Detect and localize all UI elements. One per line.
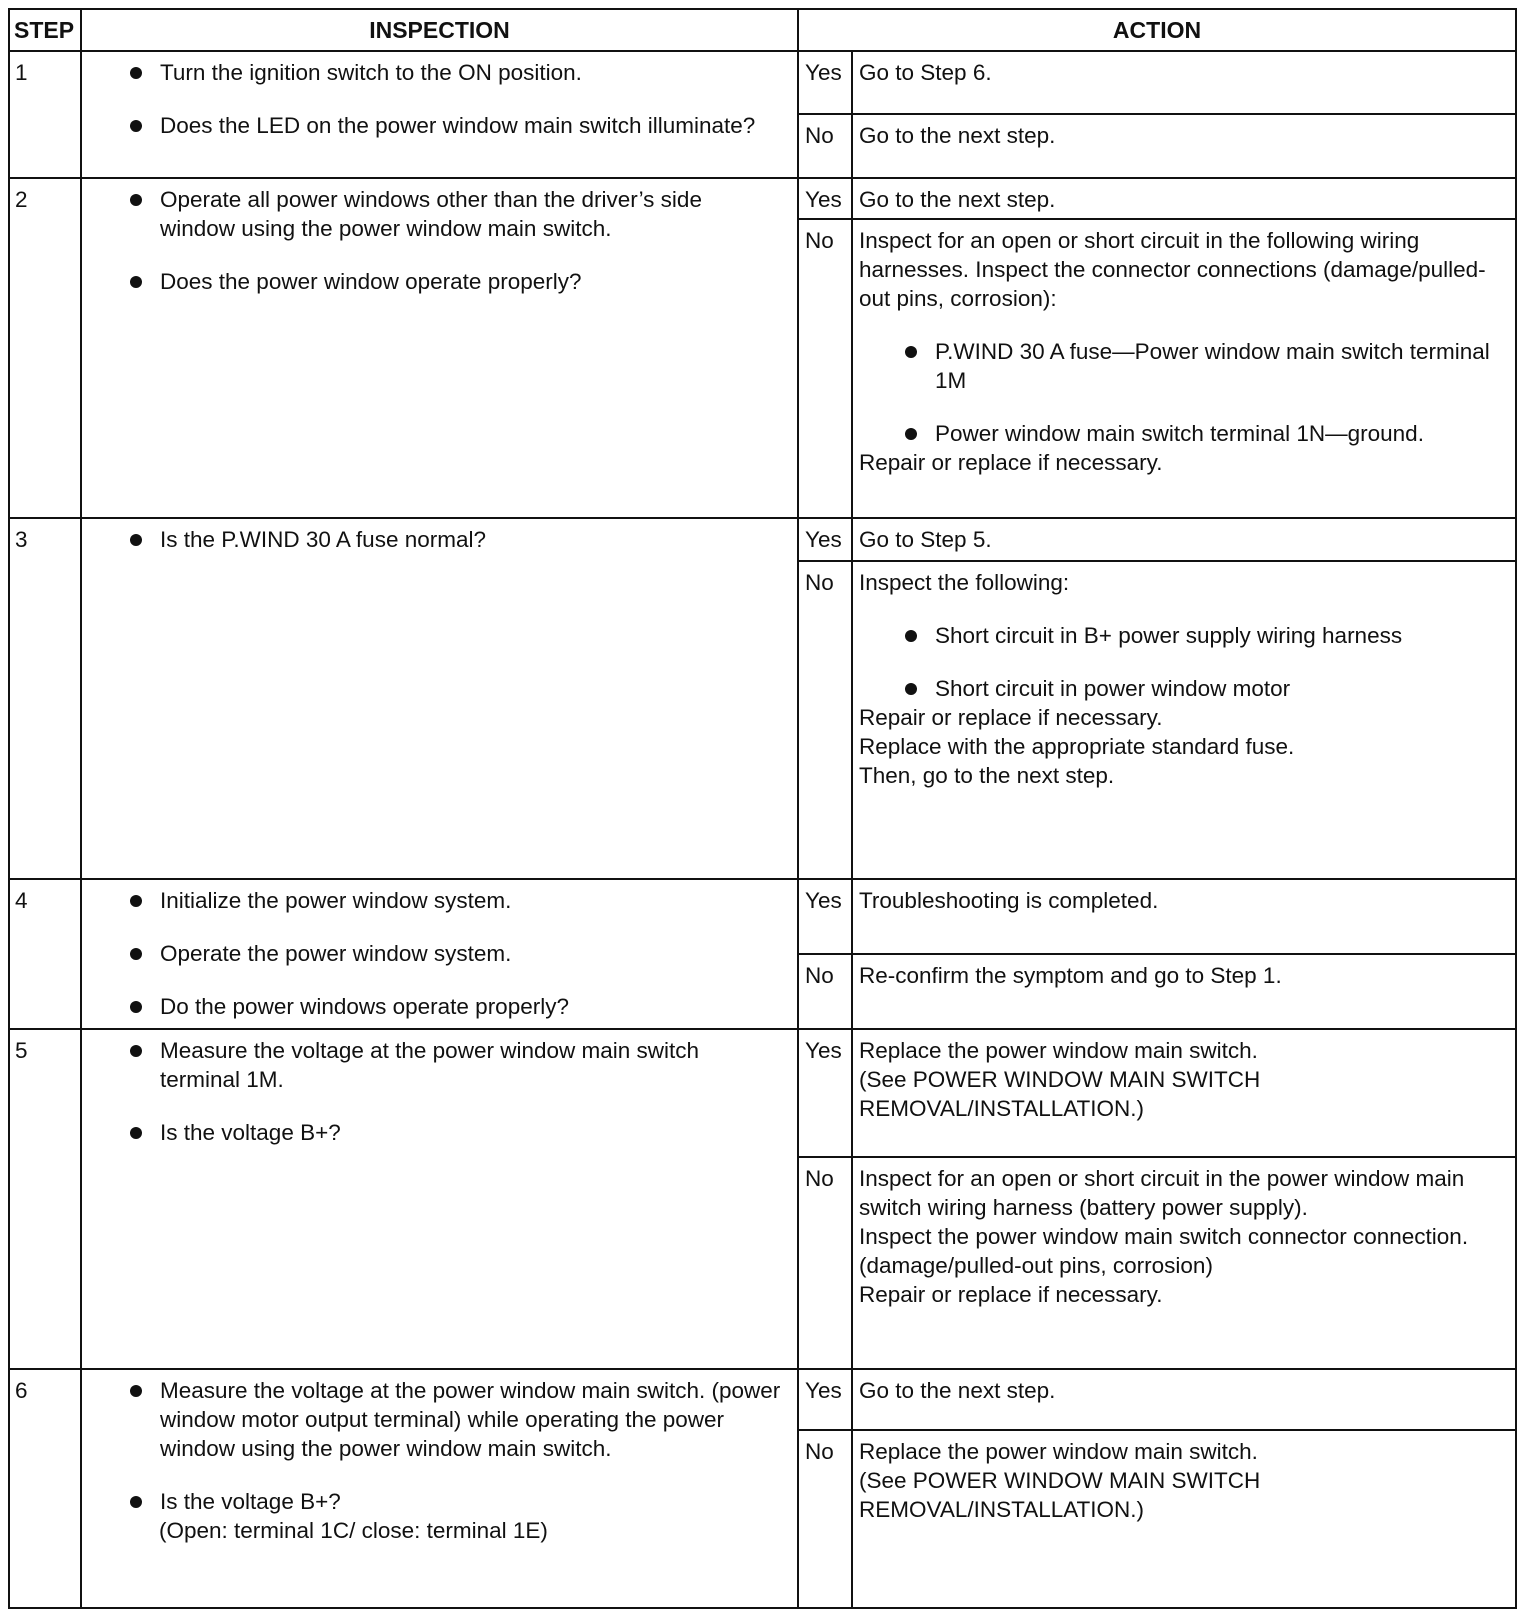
inspection-item: Does the LED on the power window main switch illuminate? <box>112 111 781 140</box>
step-row-5-yes <box>9 1029 1516 1157</box>
step-number: 5 <box>9 1029 81 1369</box>
action-column-header: ACTION <box>798 9 1516 51</box>
no-action <box>852 561 1516 879</box>
step-row-3-yes <box>9 518 1516 561</box>
no-action <box>852 1157 1516 1369</box>
step-column-header: STEP <box>9 9 81 51</box>
inspection-item: Is the P.WIND 30 A fuse normal? <box>112 525 781 554</box>
no-label: No <box>798 561 852 879</box>
inspection-cell <box>81 1029 798 1369</box>
inspection-item: Is the voltage B+? <box>112 1118 781 1147</box>
inspection-note: (Open: terminal 1C/ close: terminal 1E) <box>159 1518 548 1543</box>
inspection-item: Initialize the power window system. <box>112 886 781 915</box>
action-text: Go to the next step. <box>859 1378 1056 1403</box>
inspection-cell <box>81 1369 798 1608</box>
action-text: Replace the power window main switch. <box>859 1439 1258 1464</box>
action-sub-item: P.WIND 30 A fuse—Power window main switch terminal 1M <box>859 337 1507 395</box>
troubleshooting-table <box>8 8 1517 1609</box>
action-text: Repair or replace if necessary. <box>859 1282 1163 1307</box>
action-text: Then, go to the next step. <box>859 763 1115 788</box>
step-row-1-yes <box>9 51 1516 114</box>
yes-label: Yes <box>798 178 852 219</box>
yes-action <box>852 1029 1516 1157</box>
inspection-item: Does the power window operate properly? <box>112 267 781 296</box>
yes-label: Yes <box>798 1369 852 1430</box>
yes-action <box>852 879 1516 954</box>
action-sub-item: Short circuit in power window motor <box>859 674 1507 703</box>
inspection-cell <box>81 178 798 518</box>
yes-label: Yes <box>798 879 852 954</box>
no-action <box>852 219 1516 518</box>
yes-action <box>852 518 1516 561</box>
no-label: No <box>798 114 852 178</box>
inspection-cell <box>81 51 798 178</box>
inspection-item: Operate all power windows other than the driver’s side window using the power window main switch. <box>112 185 781 243</box>
yes-label: Yes <box>798 1029 852 1157</box>
action-text: Troubleshooting is completed. <box>859 888 1159 913</box>
step-number: 2 <box>9 178 81 518</box>
inspection-item: Do the power windows operate properly? <box>112 992 781 1021</box>
no-label: No <box>798 1430 852 1608</box>
no-label: No <box>798 1157 852 1369</box>
step-number: 4 <box>9 879 81 1029</box>
inspection-item: Turn the ignition switch to the ON position. <box>112 58 781 87</box>
no-label: No <box>798 954 852 1029</box>
action-text: Replace with the appropriate standard fuse. <box>859 734 1295 759</box>
action-text: Inspect for an open or short circuit in the following wiring harnesses. Inspect the connector connections (damage/pulled-out pins, corrosion): <box>859 228 1486 311</box>
step-number: 6 <box>9 1369 81 1608</box>
action-text: Go to Step 6. <box>859 60 992 85</box>
header-row <box>9 9 1516 51</box>
step-row-6-yes <box>9 1369 1516 1430</box>
inspection-cell <box>81 879 798 1029</box>
no-action <box>852 954 1516 1029</box>
step-number: 3 <box>9 518 81 879</box>
yes-action <box>852 51 1516 114</box>
action-text: Inspect for an open or short circuit in the power window main switch wiring harness (battery power supply). <box>859 1166 1465 1220</box>
inspection-item: Measure the voltage at the power window main switch terminal 1M. <box>112 1036 781 1094</box>
inspection-item: Operate the power window system. <box>112 939 781 968</box>
yes-action <box>852 178 1516 219</box>
action-text: Inspect the power window main switch connector connection. (damage/pulled-out pins, corrosion) <box>859 1224 1469 1278</box>
action-text: Re-confirm the symptom and go to Step 1. <box>859 963 1282 988</box>
action-text: Replace the power window main switch. <box>859 1038 1258 1063</box>
yes-label: Yes <box>798 51 852 114</box>
action-text: Go to the next step. <box>859 187 1056 212</box>
no-action <box>852 1430 1516 1608</box>
action-sub-item: Power window main switch terminal 1N—ground. <box>859 419 1507 448</box>
step-row-4-yes <box>9 879 1516 954</box>
inspection-item: Is the voltage B+? <box>112 1487 781 1516</box>
step-number: 1 <box>9 51 81 178</box>
inspection-item: Measure the voltage at the power window main switch. (power window motor output terminal) while operating the power window using the power window main switch. <box>112 1376 781 1463</box>
inspection-column-header: INSPECTION <box>81 9 798 51</box>
step-row-2-yes <box>9 178 1516 219</box>
yes-label: Yes <box>798 518 852 561</box>
action-text: Repair or replace if necessary. <box>859 450 1163 475</box>
no-label: No <box>798 219 852 518</box>
action-text: Inspect the following: <box>859 570 1070 595</box>
action-text: (See POWER WINDOW MAIN SWITCH REMOVAL/INSTALLATION.) <box>859 1468 1261 1522</box>
yes-action <box>852 1369 1516 1430</box>
action-text: (See POWER WINDOW MAIN SWITCH REMOVAL/INSTALLATION.) <box>859 1067 1261 1121</box>
inspection-cell <box>81 518 798 879</box>
action-text: Repair or replace if necessary. <box>859 705 1163 730</box>
action-text: Go to the next step. <box>859 123 1056 148</box>
no-action <box>852 114 1516 178</box>
action-text: Go to Step 5. <box>859 527 992 552</box>
action-sub-item: Short circuit in B+ power supply wiring harness <box>859 621 1507 650</box>
